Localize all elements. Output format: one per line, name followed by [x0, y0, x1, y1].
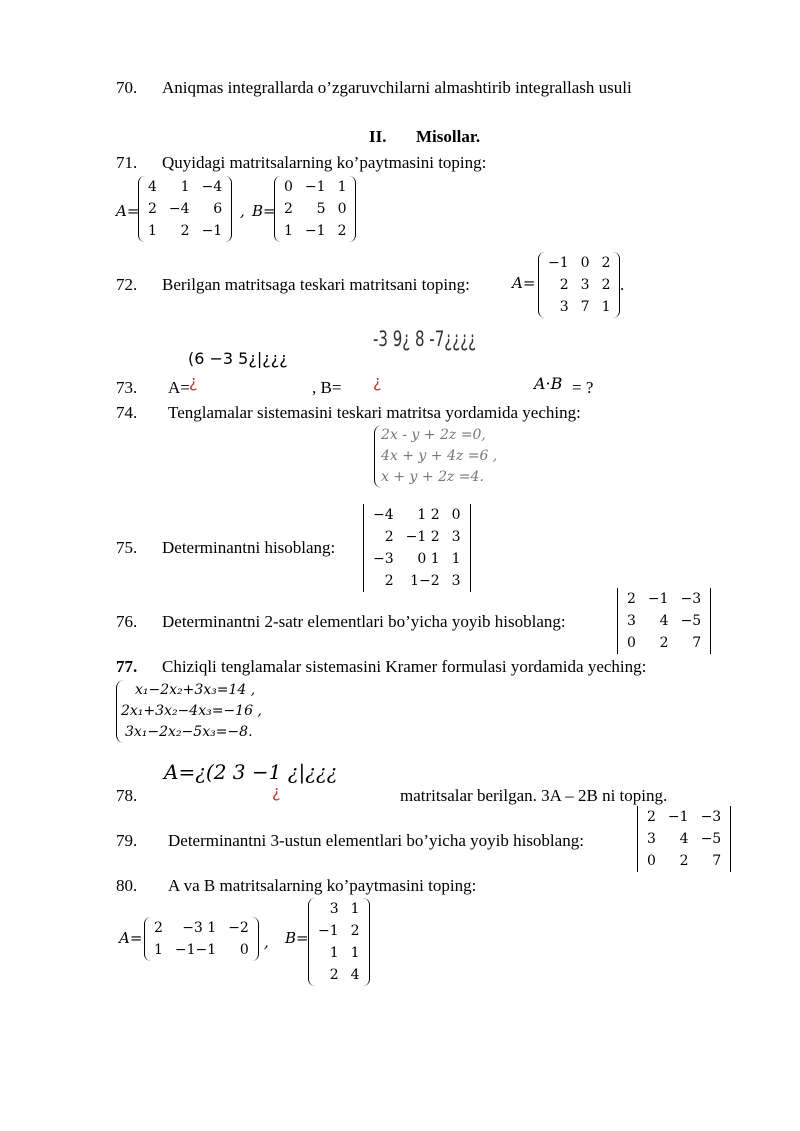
garbled-matrix-b: -3 9¿ 8 -7¿¿¿¿	[373, 326, 477, 352]
garbled-glyph: ¿	[373, 372, 382, 391]
equation: x₁−2x₂+3x₃=14 ,	[135, 682, 256, 698]
matrix-label: B=	[285, 929, 309, 947]
item-number: 72.	[116, 275, 138, 294]
equation-system	[116, 680, 262, 743]
item-number: 80.	[116, 876, 138, 895]
equation: 3x₁−2x₂−5x₃=−8.	[125, 724, 253, 740]
garbled-glyph: ¿	[272, 782, 281, 801]
item-number: 77.	[116, 657, 138, 676]
matrix-b: 0 −1 1 2 5 0 1 −1 2	[274, 176, 356, 242]
item-text: Aniqmas integrallarda o’zgaruvchilarni almashtirib integrallash usuli	[162, 78, 632, 97]
b-label: , B=	[312, 378, 342, 397]
item-number: 78.	[116, 786, 138, 805]
determinant: 2 −1 −3 3 4 −5 0 2 7	[637, 806, 731, 872]
matrix-label: A=	[512, 274, 536, 292]
item-text: Determinantni 2-satr elementlari bo’yicha yoyib hisoblang:	[162, 612, 566, 631]
question: = ?	[572, 378, 594, 397]
item-number: 70.	[116, 78, 138, 97]
separator: ,	[240, 202, 245, 220]
item-text: A va B matritsalarning ko’paytmasini toping:	[168, 876, 477, 895]
equation: 2x - y + 2z =0,	[381, 427, 486, 443]
equation: x + y + 2z =4.	[381, 469, 484, 485]
garbled-formula: A=¿(2 3 −1 ¿|¿¿¿	[164, 760, 338, 784]
item-text: Determinantni hisoblang:	[162, 538, 336, 557]
matrix-label: B=	[252, 202, 276, 220]
matrix-label: A=	[119, 929, 143, 947]
equation: 2x₁+3x₂−4x₃=−16 ,	[121, 703, 262, 719]
end-punct: .	[620, 275, 625, 294]
item-text: Quyidagi matritsalarning ko’paytmasini toping:	[162, 153, 487, 172]
determinant: 2 −1 −3 3 4 −5 0 2 7	[617, 588, 711, 654]
determinant: −4 1 2 0 2 −1 2 3 −3 0 1 1 2 1−2 3	[363, 504, 471, 592]
item-text: Berilgan matritsaga teskari matritsani toping:	[162, 275, 470, 294]
section-number: II.	[369, 127, 387, 146]
matrix-a: −1 0 2 2 3 2 3 7 1	[538, 252, 620, 318]
product-formula: A·B	[534, 374, 563, 393]
item-text: matritsalar berilgan. 3A – 2B ni toping.	[400, 786, 668, 805]
item-text: Chiziqli tenglamalar sistemasini Kramer formulasi yordamida yeching:	[162, 657, 647, 676]
separator: ,	[264, 933, 269, 951]
item-number: 79.	[116, 831, 138, 850]
matrix-label: A=	[116, 202, 140, 220]
item-text: Tenglamalar sistemasini teskari matritsa yordamida yeching:	[168, 403, 581, 422]
item-text: Determinantni 3-ustun elementlari bo’yicha yoyib hisoblang:	[168, 831, 584, 850]
garbled-matrix-a: (6 −3 5¿|¿¿¿	[188, 349, 288, 368]
matrix-b: 3 1 −1 2 1 1 2 4	[308, 898, 370, 986]
equation-system	[374, 425, 497, 488]
item-number: 76.	[116, 612, 138, 631]
matrix-a: 2 −3 1 −2 1 −1−1 0	[144, 917, 259, 961]
garbled-glyph: ¿	[189, 372, 198, 391]
matrix-a: 4 1 −4 2 −4 6 1 2 −1	[138, 176, 232, 242]
item-number: 71.	[116, 153, 138, 172]
item-number: 73.	[116, 378, 138, 397]
a-label: A=	[168, 378, 190, 397]
section-title: Misollar.	[416, 127, 481, 146]
item-number: 74.	[116, 403, 138, 422]
equation: 4x + y + 4z =6 ,	[381, 448, 498, 464]
item-number: 75.	[116, 538, 138, 557]
